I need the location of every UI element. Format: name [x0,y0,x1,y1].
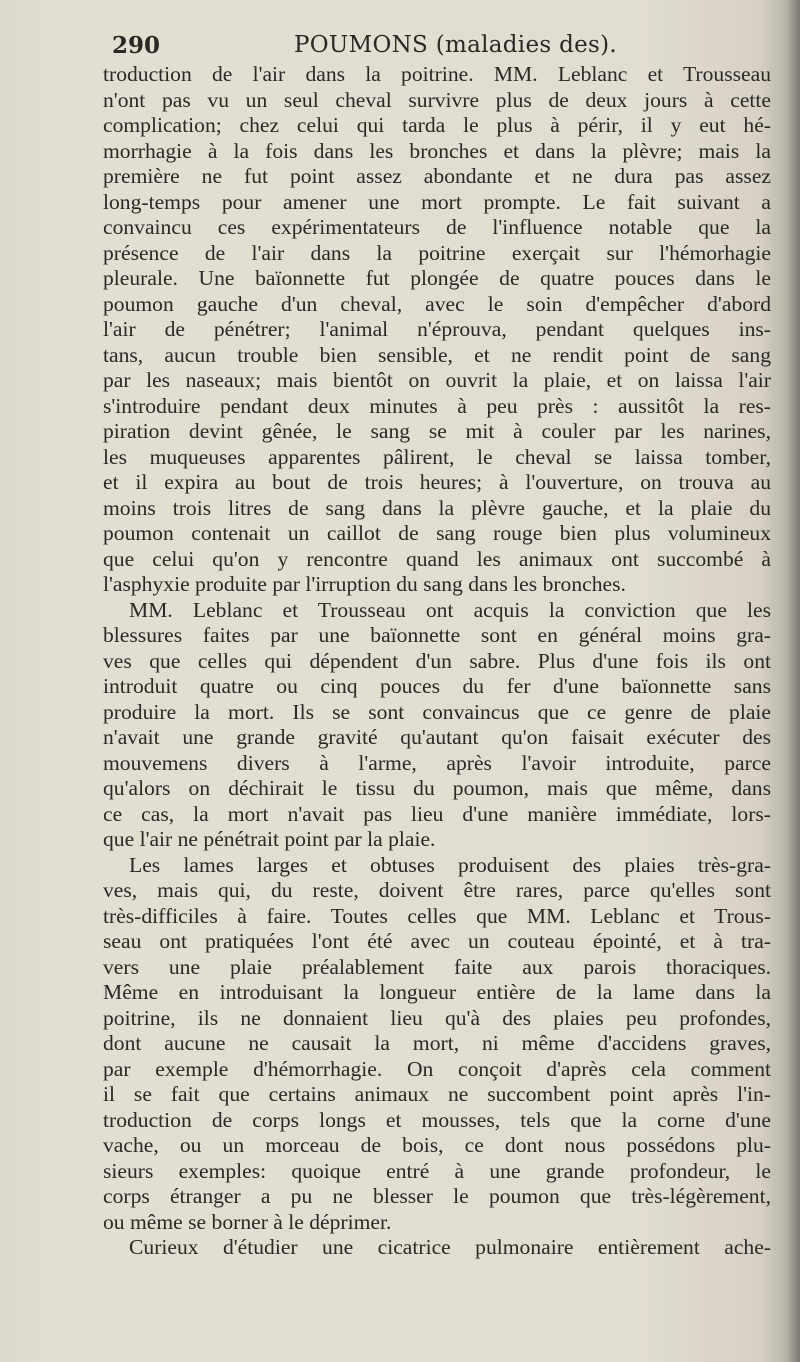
text-line: produire la mort. Ils se sont convaincus que ce genre de plaie [103,699,771,724]
text-line: par les naseaux; mais bientôt on ouvrit la plaie, et on laissa l'air [103,368,771,392]
text-line: que l'air ne pénétrait point par la plaie. [103,827,436,851]
text-line: très-difficiles à faire. Toutes celles que MM. Leblanc et Trous- [103,903,771,928]
text-line: présence de l'air dans la poitrine exerçait sur l'hémorhagie [103,240,771,265]
text-line: que celui qu'on y rencontre quand les animaux ont succombé à [103,546,771,571]
text-line: tans, aucun trouble bien sensible, et ne rendit point de sang [103,342,771,367]
text-line: et il expira au bout de trois heures; à l'ouverture, on trouva au [103,470,771,494]
page-number: 290 [112,32,161,59]
text-line: par exemple d'hémorrhagie. On conçoit d'après cela comment [103,1056,771,1081]
text-line: première ne fut point assez abondante et ne dura pas assez [103,164,771,188]
text-line: vers une plaie préalablement faite aux parois thoraciques. [103,954,771,979]
text-line: n'ont pas vu un seul cheval survivre plus de deux jours à cette [103,87,771,112]
text-line: l'air de pénétrer; l'animal n'éprouva, pendant quelques ins- [103,317,771,341]
text-line: long-temps pour amener une mort prompte. Le fait suivant a [103,189,771,214]
text-line: n'avait une grande gravité qu'autant qu'on faisait exécuter des [103,725,771,749]
text-line: troduction de corps longs et mousses, tels que la corne d'une [103,1107,771,1132]
text-line: sieurs exemples: quoique entré à une grande profondeur, le [103,1158,771,1183]
text-line: corps étranger a pu ne blesser le poumon que très-légèrement, [103,1184,771,1208]
text-line: poitrine, ils ne donnaient lieu qu'à des plaies peu profondes, [103,1005,771,1030]
text-line: mouvemens divers à l'arme, après l'avoir introduite, parce [103,750,771,775]
text-line: introduit quatre ou cinq pouces du fer d'une baïonnette sans [103,674,771,698]
page-header [112,32,772,66]
page-gutter-shadow [786,0,800,1362]
running-title: POUMONS (maladies des). [294,32,618,58]
text-line: MM. Leblanc et Trousseau ont acquis la conviction que les [129,597,771,622]
text-line: piration devint gênée, le sang se mit à couler par les narines, [103,419,771,443]
text-line: blessures faites par une baïonnette sont en général moins gra- [103,623,771,647]
text-line: complication; chez celui qui tarda le plus à périr, il y eut hé- [103,113,771,137]
text-line: poumon contenait un caillot de sang rouge bien plus volumineux [103,521,771,545]
text-line: vache, ou un morceau de bois, ce dont nous possédons plu- [103,1133,771,1157]
text-line: Même en introduisant la longueur entière de la lame dans la [103,980,771,1004]
text-line: Les lames larges et obtuses produisent des plaies très-gra- [129,852,771,877]
text-line: ves, mais qui, du reste, doivent être rares, parce qu'elles sont [103,878,771,902]
text-line: qu'alors on déchirait le tissu du poumon, mais que même, dans [103,776,771,800]
text-line: ves que celles qui dépendent d'un sabre. Plus d'une fois ils ont [103,648,771,673]
text-line: convaincu ces expérimentateurs de l'influence notable que la [103,215,771,239]
text-line: dont aucune ne causait la mort, ni même d'accidens graves, [103,1031,771,1055]
body-text [103,62,771,1261]
text-line: pleurale. Une baïonnette fut plongée de quatre pouces dans le [103,266,771,290]
text-line: s'introduire pendant deux minutes à peu près : aussitôt la res- [103,393,771,418]
text-line: morrhagie à la fois dans les bronches et dans la plèvre; mais la [103,138,771,163]
text-line: poumon gauche d'un cheval, avec le soin d'empêcher d'abord [103,291,771,316]
text-line: ou même se borner à le déprimer. [103,1209,392,1234]
text-line: l'asphyxie produite par l'irruption du sang dans les bronches. [103,572,626,596]
text-line: seau ont pratiquées l'ont été avec un couteau épointé, et à tra- [103,929,771,953]
text-line: troduction de l'air dans la poitrine. MM. Leblanc et Trousseau [103,62,771,86]
text-line: ce cas, la mort n'avait pas lieu d'une manière immédiate, lors- [103,801,771,826]
text-line: moins trois litres de sang dans la plèvre gauche, et la plaie du [103,495,771,520]
text-line: il se fait que certains animaux ne succombent point après l'in- [103,1082,771,1106]
text-line: les muqueuses apparentes pâlirent, le cheval se laissa tomber, [103,444,771,469]
text-line: Curieux d'étudier une cicatrice pulmonaire entièrement ache- [129,1235,771,1259]
